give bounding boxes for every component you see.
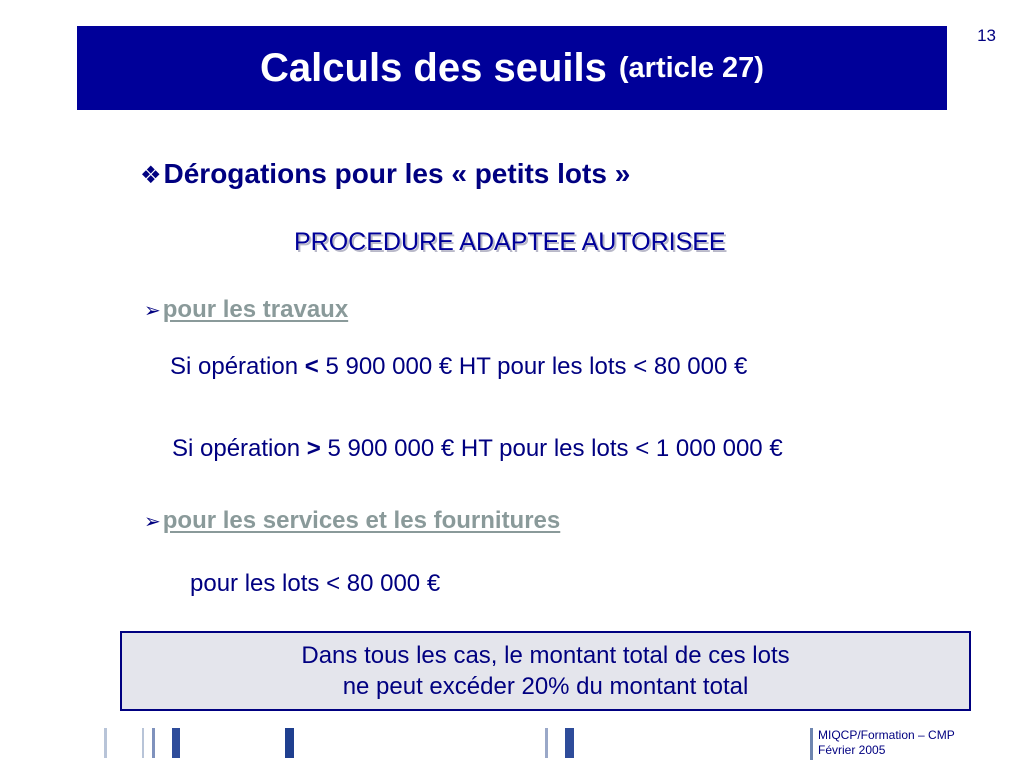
bullet-services	[144, 507, 560, 535]
travaux-line-2	[172, 435, 783, 463]
footer-divider	[810, 728, 813, 760]
line-1-rest: 5 900 000 € HT pour les lots < 80 000 €	[318, 353, 748, 380]
title-banner	[77, 26, 947, 110]
page-subtitle: (article 27)	[618, 51, 764, 84]
footer	[818, 728, 955, 758]
footer-decoration	[0, 724, 700, 764]
arrow-bullet-icon: ➢	[144, 511, 161, 533]
line-2-rest: 5 900 000 € HT pour les lots < 1 000 000 €	[320, 435, 783, 462]
arrow-bullet-icon: ➢	[144, 300, 161, 322]
footer-line-1: MIQCP/Formation – CMP	[818, 728, 955, 742]
services-link[interactable]: pour les services et les fournitures	[162, 507, 561, 534]
section-heading-text: Dérogations pour les « petits lots »	[163, 158, 631, 189]
line-1-operator: <	[304, 353, 319, 380]
note-box	[120, 631, 971, 711]
note-line-1: Dans tous les cas, le montant total de ces lots	[301, 642, 790, 669]
travaux-line-1	[170, 353, 747, 381]
footer-line-2: Février 2005	[818, 743, 886, 757]
services-line: pour les lots < 80 000 €	[190, 570, 441, 597]
line-2-prefix: Si opération	[172, 435, 307, 462]
note-line-2: ne peut excéder 20% du montant total	[342, 673, 749, 700]
procedure-label: PROCEDURE ADAPTEE AUTORISEE	[294, 228, 726, 256]
diamond-bullet-icon: ❖	[140, 162, 162, 189]
travaux-link[interactable]: pour les travaux	[162, 296, 349, 323]
line-1-prefix: Si opération	[170, 353, 305, 380]
slide-number: 13	[977, 26, 996, 45]
section-heading	[140, 158, 630, 190]
bullet-travaux	[144, 296, 348, 324]
line-2-operator: >	[306, 435, 321, 462]
page-title: Calculs des seuils	[260, 45, 607, 90]
